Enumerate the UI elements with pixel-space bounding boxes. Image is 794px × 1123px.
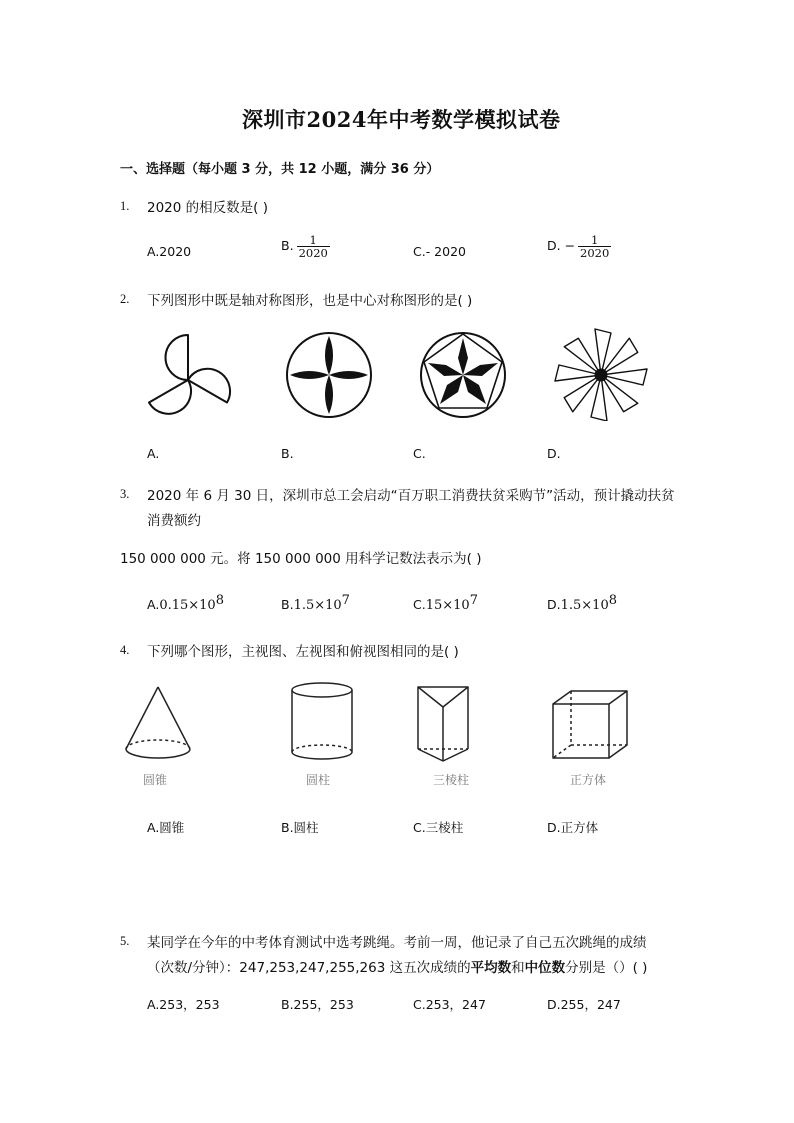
q2-figure-c-star-pentagon-circle — [418, 330, 508, 420]
question-2-number: 2. — [120, 292, 130, 306]
question-5-number: 5. — [120, 934, 130, 948]
q4-caption-cone: 圆锥 — [143, 773, 168, 787]
q4-option-d[interactable]: D.正方体 — [547, 820, 599, 835]
q3-option-d-value: 1.5×10 — [560, 598, 609, 614]
question-1-text: 2020 的相反数是( ) — [147, 200, 268, 216]
q3-option-c-label: C. — [413, 597, 426, 613]
q5-option-c[interactable]: C.253，247 — [413, 997, 486, 1012]
q1-option-b-fraction: $\frac{1}{2020}$ — [298, 233, 328, 260]
q1-option-d-fraction: $\frac{1}{2020}$ — [580, 233, 610, 260]
q3-option-d-label: D. — [547, 597, 561, 613]
question-3-text-line1: 2020 年 6 月 30 日，深圳市总工会启动“百万职工消费扶贫采购节”活动，预计撬动扶贫 — [147, 488, 675, 504]
q1-option-c[interactable]: C.- 2020 — [413, 244, 466, 259]
q1-option-d-label: D. − — [547, 238, 576, 253]
q3-option-b-label: B. — [281, 597, 294, 613]
q3-option-c-exponent: 7 — [469, 593, 478, 608]
q4-figure-cube — [548, 688, 632, 762]
question-5-text-line2 — [147, 956, 647, 976]
q3-option-a-exponent: 8 — [215, 593, 224, 608]
q3-option-b-value: 1.5×10 — [293, 598, 342, 614]
q2-option-b[interactable]: B. — [281, 446, 294, 461]
q3-option-d[interactable] — [547, 593, 617, 613]
q4-option-c[interactable]: C.三棱柱 — [413, 820, 464, 835]
q2-option-c[interactable]: C. — [413, 446, 426, 461]
q5-term-median: 中位数 — [524, 960, 566, 976]
q5-option-d[interactable]: D.255，247 — [547, 997, 621, 1012]
q3-option-a-value: 0.15×10 — [159, 598, 216, 614]
q1-option-a[interactable]: A.2020 — [147, 244, 192, 259]
q5-line2-and: 和 — [511, 960, 525, 976]
q4-caption-triangular-prism: 三棱柱 — [433, 773, 470, 787]
q3-option-d-exponent: 8 — [608, 593, 617, 608]
q2-figure-b-four-petal-circle — [284, 330, 374, 420]
question-4-text: 下列哪个图形，主视图、左视图和俯视图相同的是( ) — [147, 644, 459, 660]
q5-option-a[interactable]: A.253，253 — [147, 997, 220, 1012]
q5-line2-suffix: 分别是（）( ) — [565, 960, 648, 976]
q5-term-mean: 平均数 — [470, 960, 512, 976]
q1-option-d[interactable] — [547, 234, 611, 259]
section-header: 一、选择题（每小题 3 分，共 12 小题，满分 36 分） — [120, 162, 440, 177]
q4-caption-cube: 正方体 — [570, 773, 607, 787]
q4-caption-cylinder: 圆柱 — [306, 773, 331, 787]
q4-option-b[interactable]: B.圆柱 — [281, 820, 319, 835]
question-3-number: 3. — [120, 487, 130, 501]
question-4-number: 4. — [120, 643, 130, 657]
q5-line2-prefix: （次数/分钟）：247,253,247,255,263 这五次成绩的 — [147, 960, 471, 976]
question-3-text-line2: 消费额约 — [147, 513, 201, 529]
q4-figure-cone — [120, 683, 196, 763]
q2-figure-a-semicircle-blades — [140, 325, 250, 425]
q2-option-a[interactable]: A. — [147, 446, 160, 461]
q1-option-b[interactable] — [281, 234, 330, 259]
q3-option-c-value: 15×10 — [425, 598, 470, 614]
q4-figure-cylinder — [287, 680, 357, 764]
q3-option-a[interactable] — [147, 593, 224, 613]
q4-figure-triangular-prism — [412, 681, 474, 765]
q3-option-a-label: A. — [147, 597, 160, 613]
q3-option-c[interactable] — [413, 593, 478, 613]
q5-option-b[interactable]: B.255，253 — [281, 997, 354, 1012]
question-1-number: 1. — [120, 199, 130, 213]
question-3-text-line3: 150 000 000 元。将 150 000 000 用科学记数法表示为( ) — [120, 551, 482, 567]
q2-option-d[interactable]: D. — [547, 446, 561, 461]
q3-option-b[interactable] — [281, 593, 350, 613]
page-title: 深圳市2024年中考数学模拟试卷 — [242, 107, 561, 132]
q1-option-b-label: B. — [281, 238, 294, 253]
question-5-text-line1: 某同学在今年的中考体育测试中选考跳绳。考前一周，他记录了自己五次跳绳的成绩 — [147, 935, 647, 951]
q4-option-a[interactable]: A.圆锥 — [147, 820, 185, 835]
q3-option-b-exponent: 7 — [341, 593, 350, 608]
q2-figure-d-pinwheel — [553, 326, 653, 421]
question-2-text: 下列图形中既是轴对称图形，也是中心对称图形的是( ) — [147, 293, 473, 309]
